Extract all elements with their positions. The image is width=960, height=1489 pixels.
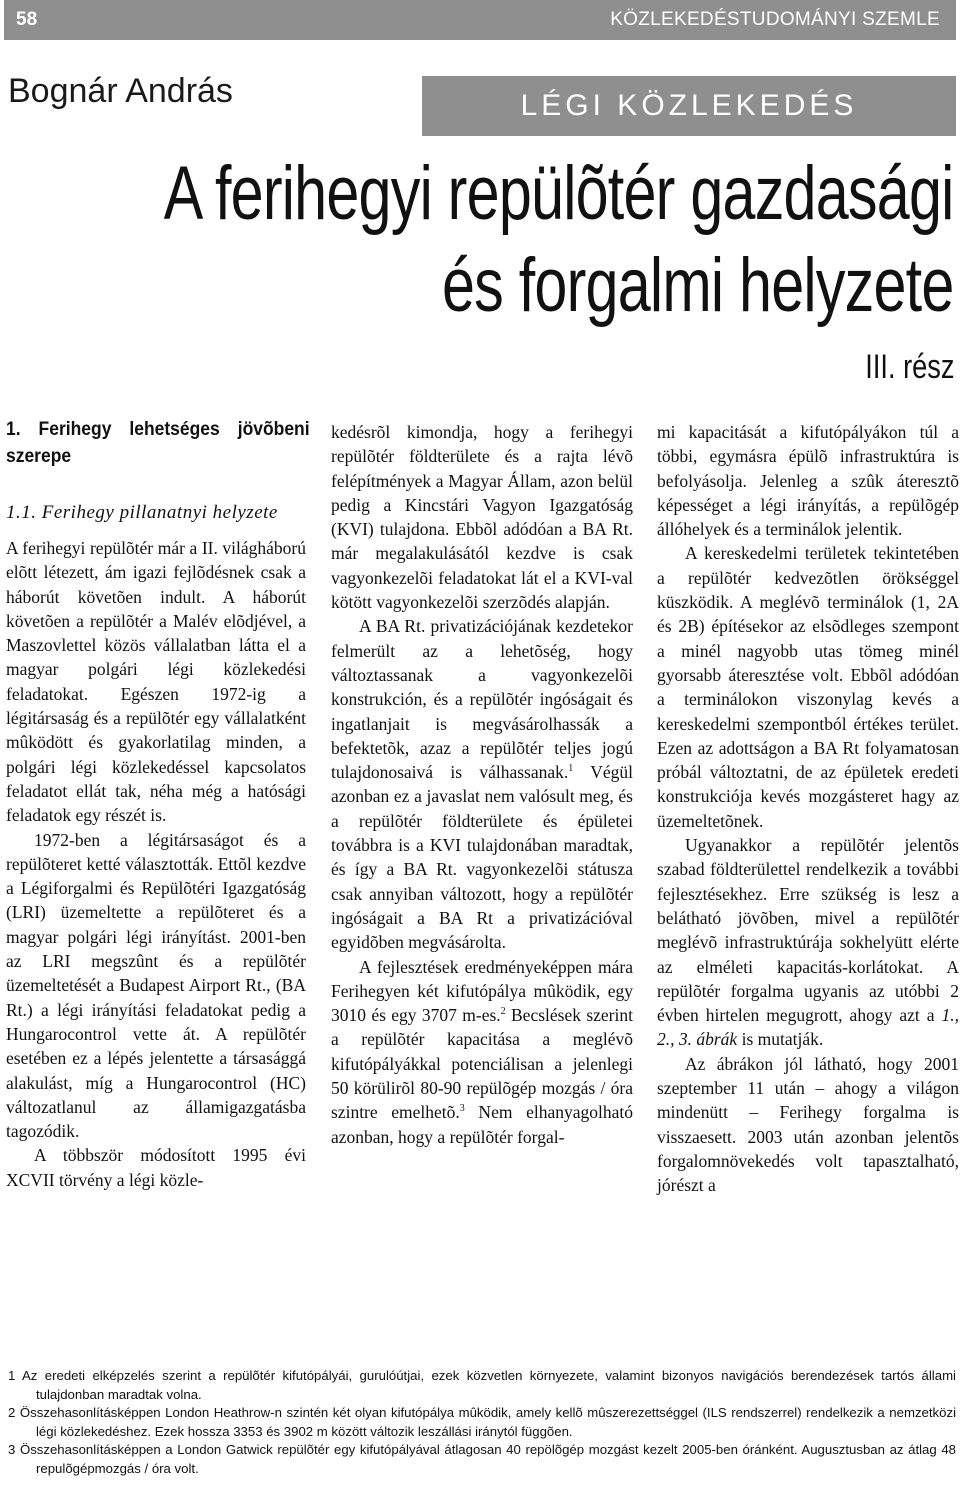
section-banner: LÉGI KÖZLEKEDÉS — [422, 76, 956, 136]
text-column-3 — [657, 420, 959, 1198]
paragraph: 1972-ben a légitársaságot és a repülõteret ketté választották. Ettõl kezdve a Légiforgalmi és Repülõtéri Igazgatóság (LRI) üzemeltette a repülõteret és a magyar polgári légi irányítást. 2001-ben az LRI megszûnt és a repülõtér üzemeltetését a Budapest Airport Rt., (BA Rt.) a légi irányítási feladatokat pedig a Hungarocontrol vette át. A repülõtér esetében ez a lépés jelentette a társasággá alakulást, míg a Hungarocontrol (HC) változatlanul az államigazgatásba tagozódik. — [6, 829, 306, 1142]
journal-name: KÖZLEKEDÉSTUDOMÁNYI SZEMLE — [610, 9, 940, 30]
footnote: 1 Az eredeti elképzelés szerint a repülõtér kifutópályái, gurulóútjai, ezek közvetlen környezete, valamint bizonyos navigációs berendezések tartós állami tulajdonban maradtak volna. — [8, 1368, 956, 1402]
paragraph: A többször módosított 1995 évi XCVII törvény a légi közle- — [6, 1145, 306, 1190]
paragraph: A kereskedelmi területek tekintetében a repülõtér kedvezõtlen örökséggel küszködik. A meglévõ terminálok (1, 2A és 2B) építésekor az elsõdleges szempont a minél nagyobb utas tömeg minél gyorsabb áteresztése volt. Ebbõl adódóan a terminálokon viszonylag kevés a kereskedelmi szempontból értékes terület. Ezen az adottságon a BA Rt folyamatosan próbál változtatni, de az épületek eredeti konstrukciója kevés mozgásteret hagy az üzemeltetõnek. — [657, 543, 959, 831]
paragraph: kedésrõl kimondja, hogy a ferihegyi repülõtér földterülete és a rajta lévõ felépítmények a Magyar Állam, azon belül pedig a Kincstári Vagyon Igazgatóság (KVI) tulajdona. Ebbõl adódóan a BA Rt. már megalakulásától kezdve is csak vagyonkezelõi feladatokat lát el a KVI-val kötött vagyonkezelõi szerzõdés alapján. — [331, 422, 633, 613]
subsection-heading: 1.1. Ferihegy pillanatnyi helyzete — [6, 502, 278, 523]
text-column-1 — [6, 416, 310, 1192]
paragraph: mi kapacitását a kifutópályákon túl a többi, egymásra épülõ infrastruktúra is befolyásolja. Jelenleg a szûk áteresztõ képességet a légi irányítás, a repülõgép állóhelyek és a terminálok jelentik. — [657, 422, 959, 540]
footnote-ref: 2 — [500, 1006, 506, 1018]
paragraph: Ugyanakkor a repülõtér jelentõs szabad földterülettel rendelkezik a további fejlesztésekhez. Erre szükség is lesz a belátható jövõben, mivel a repülõtér meglévõ infrastruktúrája sokhelyütt elérte az elméleti kapacitás-korlátokat. A repülõtér forgalma ugyanis az utóbbi 2 évben hirtelen megugrott, ahogy azt a 1., 2., 3. ábrák is mutatják. — [657, 835, 959, 1050]
running-header — [4, 0, 956, 40]
footnote-ref: 3 — [459, 1103, 465, 1115]
article-title — [164, 148, 954, 332]
footnote: 3 Összehasonlításképpen a London Gatwick repülõtér egy kifutópályával átlagosan 40 repölõgép mozgást kezelt 2005-ben óránként. Augusztusban az átlag 48 repulõgépmozgás / óra volt. — [8, 1442, 956, 1476]
title-line-1: A ferihegyi repülõtér gazdasági — [164, 151, 954, 236]
footnotes — [6, 1367, 956, 1478]
part-label: III. rész — [864, 348, 954, 386]
paragraph: A BA Rt. privatizációjának kezdetekor felmerült az a lehetõség, hogy változtassanak a vagyonkezelõi konstrukción, és a repülõtér ingóságait és ingatlanjait is megvásárolhassák a befektetõk, azaz a repülõtér teljes jogú tulajdonosaivá is válhassanak.$^1$ Végül azonban ez a javaslat nem valósult meg, és a repülõtér földterülete és épületei továbbra is a KVI tulajdonában maradtak, és így a BA Rt. vagyonkezelõi státusza csak annyiban változott, hogy a repülõtér ingóságait a BA Rt a privatizációval egyidõben megvásárolta. — [331, 616, 633, 953]
footnote-ref: 1 — [568, 763, 574, 775]
paragraph: A fejlesztések eredményeképpen mára Ferihegyen két kifutópálya mûködik, egy 3010 és egy 3707 m-es.$^2$ Becslések szerint a repülõtér kapacitása a meglévõ kifutópályákkal potenciálisan a jelenlegi 50 körülirõl 80-90 repülõgép mozgás / óra szintre emelhetõ.$^3$ Nem elhanyagolható azonban, hogy a repülõtér forgal- — [331, 956, 633, 1147]
page-number: 58 — [16, 9, 38, 30]
figure-reference: 1., 2., 3. ábrák — [657, 1005, 959, 1050]
section-heading: 1. Ferihegy lehetséges jövõbeni szerepe — [6, 419, 310, 467]
author-name: Bognár András — [8, 72, 233, 110]
text-column-2 — [331, 420, 633, 1149]
paragraph: Az ábrákon jól látható, hogy 2001 szeptember 11 után – ahogy a világon mindenütt – Ferihegy forgalma is visszaesett. 2003 után azonban jelentõs forgalomnövekedés volt tapasztalható, jórészt a — [657, 1053, 959, 1196]
title-line-2: és forgalmi helyzete — [442, 243, 954, 328]
footnote: 2 Összehasonlításképpen London Heathrow-n szintén két olyan kifutópálya mûködik, amely kellõ mûszerezettséggel (ILS rendszerrel) rendelkezik a nemzetközi légi közlekedéshez. Ezek hossza 3353 és 3902 m között változik leszállási iránytól függõen. — [8, 1405, 956, 1439]
paragraph: A ferihegyi repülõtér már a II. világháború elõtt létezett, ám igazi fejlõdésnek csak a háborút követõen indult. A háborút követõen a repülõtér a Malév elõdjével, a Maszovlettel közös vállalatban látta el a magyar polgári légi közlekedési feladatokat. Egészen 1972-ig a légitársaság és a repülõtér egy vállalatként mûködött és gyakorlatilag minden, a polgári légi közlekedéssel kapcsolatos feladatot ellát tak, néha még a hatósági feladatok egy részét is. — [6, 538, 306, 826]
